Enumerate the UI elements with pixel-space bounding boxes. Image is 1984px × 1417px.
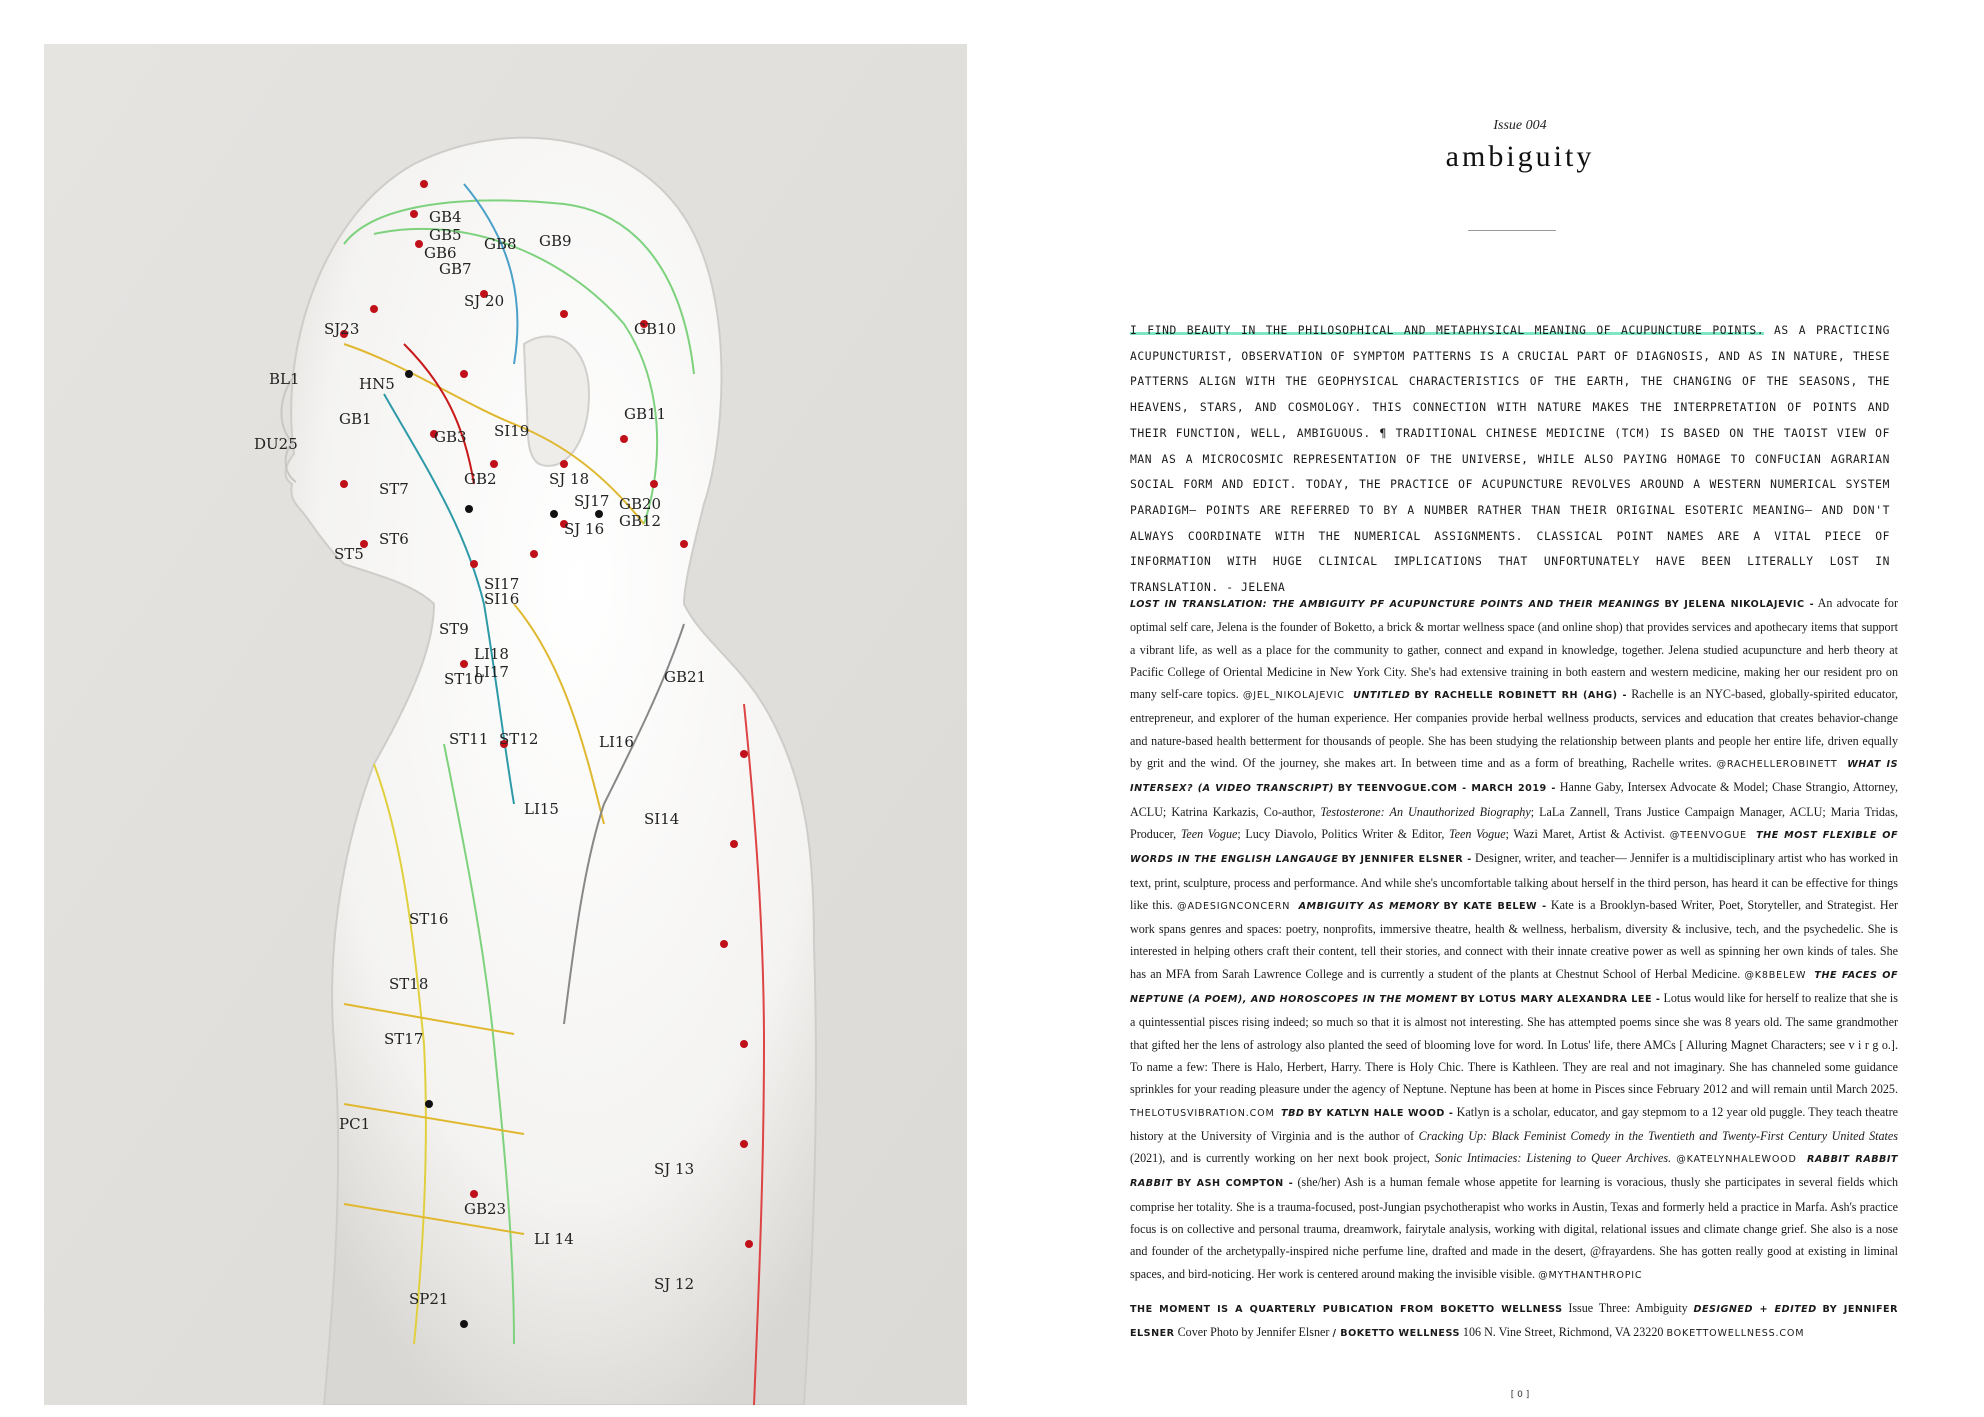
contrib-book: Cracking Up: Black Feminist Comedy in the Twentieth and Twenty-First Century United States (1418, 1128, 1898, 1143)
contrib-byline: BY JENNIFER ELSNER - (1341, 854, 1472, 866)
svg-text:ST5: ST5 (334, 545, 364, 563)
acupuncture-model-photo (44, 44, 967, 1405)
contrib-handle[interactable]: @RACHELLEROBINETT (1716, 759, 1838, 771)
contributors-section (1130, 592, 1898, 1346)
contrib-byline: BY LOTUS MARY ALEXANDRA LEE - (1460, 994, 1661, 1006)
svg-text:GB3: GB3 (434, 428, 467, 446)
contrib-handle[interactable]: @JEL_NIKOLAJEVIC (1242, 690, 1345, 702)
title-divider (1468, 230, 1556, 231)
svg-text:GB8: GB8 (484, 235, 517, 253)
svg-text:SJ 16: SJ 16 (564, 520, 605, 538)
contrib-bio: (2021), and is currently working on her next book project, (1130, 1151, 1430, 1166)
contrib-handle[interactable]: @MYTHANTHROPIC (1538, 1269, 1643, 1281)
colophon-address: 106 N. Vine Street, Richmond, VA 23220 (1462, 1325, 1664, 1340)
contrib-byline: BY KATE BELEW - (1443, 900, 1547, 912)
contrib-book: Sonic Intimacies: Listening to Queer Archives. (1434, 1151, 1672, 1166)
svg-text:LI16: LI16 (599, 733, 634, 751)
colophon-separator: / BOKETTO WELLNESS (1332, 1328, 1460, 1340)
quote-body: AS A PRACTICING ACUPUNCTURIST, OBSERVATION OF SYMPTOM PATTERNS IS A CRUCIAL PART OF DIAGNOSIS, AND AS IN NATURE, THESE PATTERNS ALIGN WITH THE GEOPHYSICAL CHARACTERISTICS OF THE EARTH, THE CHANGING OF THE SEASONS, THE HEAVENS, STARS, AND COSMOLOGY. THIS CONNECTION WITH NATURE MAKES THE INTERPRETATION OF POINTS AND THEIR FUNCTION, WELL, AMBIGUOUS. ¶ TRADITIONAL CHINESE MEDICINE (TCM) IS BASED ON THE TAOIST VIEW OF MAN AS A MICROCOSMIC REPRESENTATION OF THE UNIVERSE, WHILE ALSO PAYING HOMAGE TO CONFUCIAN AGRARIAN SOCIAL FORM AND EDICT. TODAY, THE PRACTICE OF ACUPUNCTURE REVOLVES AROUND A WESTERN NUMERICAL SYSTEM PARADIGM— POINTS ARE REFERRED TO BY A NUMBER RATHER THAN THEIR ORIGINAL ESOTERIC MEANING— AND DON'T ALWAYS COORDINATE WITH THE NUMERICAL ASSIGNMENTS. CLASSICAL POINT NAMES ARE A VITAL PIECE OF INFORMATION WITH HUGE CLINICAL IMPLICATIONS THAT UNFORTUNATELY HAVE BEEN LITERALLY LOST IN TRANSLATION. - JELENA (1130, 324, 1891, 595)
svg-text:ST11: ST11 (449, 730, 489, 748)
contrib-byline: BY JELENA NIKOLAJEVIC - (1664, 599, 1815, 610)
contrib-bio: Katlyn is a scholar, educator, and gay stepmom to a 12 year old puggle. They teach theatre history at the University of Virginia and is the author of (1130, 1104, 1899, 1143)
contrib-title: UNTITLED (1353, 690, 1411, 702)
svg-text:LI18: LI18 (474, 645, 509, 663)
svg-text:ST17: ST17 (384, 1030, 424, 1048)
text-page (1130, 0, 1910, 1417)
svg-text:PC1: PC1 (339, 1115, 371, 1133)
svg-text:SI19: SI19 (494, 422, 530, 440)
svg-text:SJ 12: SJ 12 (654, 1275, 695, 1293)
contrib-byline: BY ASH COMPTON - (1176, 1178, 1294, 1190)
contrib-book: Testosterone: An Unauthorized Biography (1320, 804, 1531, 819)
svg-text:HN5: HN5 (359, 375, 395, 393)
svg-text:ST6: ST6 (379, 530, 409, 548)
svg-text:SJ17: SJ17 (574, 492, 610, 510)
contrib-publication: Teen Vogue (1180, 826, 1238, 841)
svg-text:GB4: GB4 (429, 208, 462, 226)
svg-text:GB6: GB6 (424, 244, 457, 262)
contrib-byline: BY KATLYN HALE WOOD - (1307, 1107, 1454, 1119)
contrib-title: RABBIT RABBIT RABBIT (1130, 1154, 1898, 1190)
colophon-lead: THE MOMENT IS A QUARTERLY PUBICATION FROM BOKETTO WELLNESS (1130, 1303, 1563, 1315)
colophon-website[interactable]: BOKETTOWELLNESS.COM (1666, 1328, 1805, 1340)
contrib-title: WHAT IS INTERSEX? (A VIDEO TRANSCRIPT) (1130, 759, 1899, 795)
svg-text:DU25: DU25 (254, 435, 298, 453)
svg-text:BL1: BL1 (269, 370, 300, 388)
svg-text:LI17: LI17 (474, 663, 509, 681)
contrib-bio: Kate is a Brooklyn-based Writer, Poet, Storyteller, and Strategist. Her work spans genres and spaces: poetry, nonprofits, immersive theatre, health & wellness, herbalism, diversity & inclusive, tech, and the psychedelic. She is interested in helping others craft their content, tell their stories, and connect with their innate creative power as well as spinning her own kinds of tales. She has an MFA from Sarah Lawrence College and is currently a student of the plants at Chestnut School of Herbal Medicine. (1130, 897, 1898, 981)
contrib-title: THE MOST FLEXIBLE OF WORDS IN THE ENGLISH LANGAUGE (1130, 829, 1899, 866)
contrib-handle[interactable]: THELOTUSVIBRATION.COM (1130, 1107, 1275, 1119)
issue-title: ambiguity (1445, 140, 1595, 173)
contrib-bio: ; Wazi Maret, Artist & Activist. (1505, 826, 1666, 841)
contrib-handle[interactable]: @KATELYNHALEWOOD (1676, 1154, 1797, 1166)
pull-quote (1130, 318, 1890, 601)
svg-text:ST10: ST10 (444, 670, 484, 688)
svg-text:ST12: ST12 (499, 730, 539, 748)
svg-text:SJ 18: SJ 18 (549, 470, 590, 488)
contrib-bio: (she/her) Ash is a human female whose appetite for learning is voracious, thusly she participates in several fields which comprise her totality. She is a trauma-focused, post-Jungian psychotherapist who works in Austin, Texas and formerly held a practice in Marfa. Ash's practice focus is on collective and personal trauma, dreamwork, fairytale analysis, working with digital, relational issues and climate change grief. She also is a nose and founder of the archetypally-inspired niche perfume line, drafted and made in the desert, @frayardens. She has gotten really good at existing in liminal spaces, and bird-noticing. Her work is centered around making the invisible visible. (1130, 1175, 1898, 1281)
svg-text:GB23: GB23 (464, 1200, 507, 1218)
contrib-handle[interactable]: @ADESIGNCONCERN (1177, 900, 1291, 912)
svg-text:ST18: ST18 (389, 975, 429, 993)
contrib-title: LOST IN TRANSLATION: THE AMBIGUITY PF ACUPUNCTURE POINTS AND THEIR MEANINGS (1130, 599, 1661, 610)
contrib-byline: BY RACHELLE ROBINETT RH (AHG) - (1414, 690, 1628, 702)
contributors-paragraph (1130, 592, 1898, 1287)
svg-text:GB7: GB7 (439, 260, 472, 278)
contrib-bio: ; Lucy Diavolo, Politics Writer & Editor, (1237, 826, 1445, 841)
svg-text:GB11: GB11 (624, 405, 667, 423)
svg-text:ST9: ST9 (439, 620, 469, 638)
colophon-cover: Cover Photo by Jennifer Elsner (1177, 1325, 1330, 1340)
svg-text:SJ 20: SJ 20 (464, 292, 505, 310)
page-number: [ 0 ] (1510, 1390, 1530, 1400)
contrib-title: THE FACES OF NEPTUNE (A POEM), AND HOROSCOPES IN THE MOMENT (1130, 969, 1898, 1006)
svg-text:SP21: SP21 (409, 1290, 449, 1308)
svg-text:GB2: GB2 (464, 470, 497, 488)
svg-text:ST16: ST16 (409, 910, 449, 928)
contrib-bio: An advocate for optimal self care, Jelena is the founder of Boketto, a brick & mortar wellness space (and online shop) that provides services and apothecary items that support a vibrant life, as well as a place for the community to gather, connect and expand in knowledge, together. Jelena studied acupuncture and herb theory at Pacific College of Oriental Medicine in New York City. She's had extensive training in both eastern and western medicine, making her our resident pro on many self-care topics. (1130, 596, 1898, 702)
contrib-bio: Rachelle is an NYC-based, globally-spirited educator, entrepreneur, and explorer of the human experience. Her companies provide herbal wellness products, services and education that creates behavior-change and nature-based health betterment for thousands of people. She has been studying the relationship between plants and people her entire life, driven equally by grit and the wind. Of the journey, she makes art. In between time and as a form of breathing, Rachelle writes. (1130, 687, 1899, 771)
svg-text:SI17: SI17 (484, 575, 520, 593)
svg-text:SI16: SI16 (484, 590, 520, 608)
issue-label: Issue 004 (1493, 118, 1547, 133)
colophon-designed-label: DESIGNED + EDITED (1693, 1303, 1817, 1315)
colophon-issue: Issue Three: Ambiguity (1568, 1300, 1688, 1315)
contrib-byline: BY TEENVOGUE.COM - MARCH 2019 - (1337, 783, 1556, 795)
contrib-bio: Hanne Gaby, Intersex Advocate & Model; Chase Strangio, Attorney, ACLU; Katrina Karkazis, Co-author, (1130, 780, 1898, 819)
svg-text:GB12: GB12 (619, 512, 662, 530)
quote-highlight: I FIND BEAUTY IN THE PHILOSOPHICAL AND METAPHYSICAL MEANING OF ACUPUNCTURE POINTS. (1130, 324, 1765, 337)
svg-text:SJ23: SJ23 (324, 320, 360, 338)
svg-text:GB1: GB1 (339, 410, 372, 428)
colophon-designed-by: BY JENNIFER ELSNER (1130, 1303, 1898, 1340)
contrib-bio: Designer, writer, and teacher— Jennifer is a multidisciplinary artist who has worked in text, print, sculpture, process and performance. And while she's uncomfortable talking about herself in the third person, has heard it can be effective for things like this. (1130, 851, 1898, 912)
contrib-title: TBD (1281, 1107, 1305, 1119)
svg-text:SJ 13: SJ 13 (654, 1160, 695, 1178)
svg-text:GB5: GB5 (429, 226, 462, 244)
contrib-handle[interactable]: @TEENVOGUE (1669, 829, 1747, 841)
svg-text:SI14: SI14 (644, 810, 680, 828)
svg-text:GB20: GB20 (619, 495, 662, 513)
svg-text:GB21: GB21 (664, 668, 707, 686)
svg-text:LI 14: LI 14 (534, 1230, 574, 1248)
svg-text:ST7: ST7 (379, 480, 409, 498)
svg-text:GB9: GB9 (539, 232, 572, 250)
contrib-bio: ; LaLa Zannell, Trans Justice Campaign Manager, ACLU; Maria Tridas, Producer, (1130, 804, 1898, 841)
contrib-publication: Teen Vogue (1449, 826, 1506, 841)
svg-text:GB10: GB10 (634, 320, 677, 338)
contrib-bio: Lotus would like for herself to realize that she is a quintessential pisces rising indeed; so much so that it is almost not interesting. She has attempted poems since she was 8 years old. The same grandmother that gifted her the lens of astrology also planted the seed of blooming love for word. In Lotus' life, there AMCs [ Alluring Magnet Characters; see v i r g o.]. To name a few: There is Halo, Herbert, Harry. There is Holy Chic. There is Kathleen. They are real and not imaginary. She has channeled some guidance sprinkles for your reading pleasure under the agency of Neptune. Neptune has been at home in Pisces since February 2012 and will remain until March 2025. (1130, 991, 1898, 1097)
svg-text:LI15: LI15 (524, 800, 559, 818)
contrib-handle[interactable]: @K8BELEW (1744, 969, 1807, 981)
colophon (1130, 1297, 1898, 1346)
cover-photo (44, 44, 967, 1405)
contrib-title: AMBIGUITY AS MEMORY (1298, 900, 1440, 912)
